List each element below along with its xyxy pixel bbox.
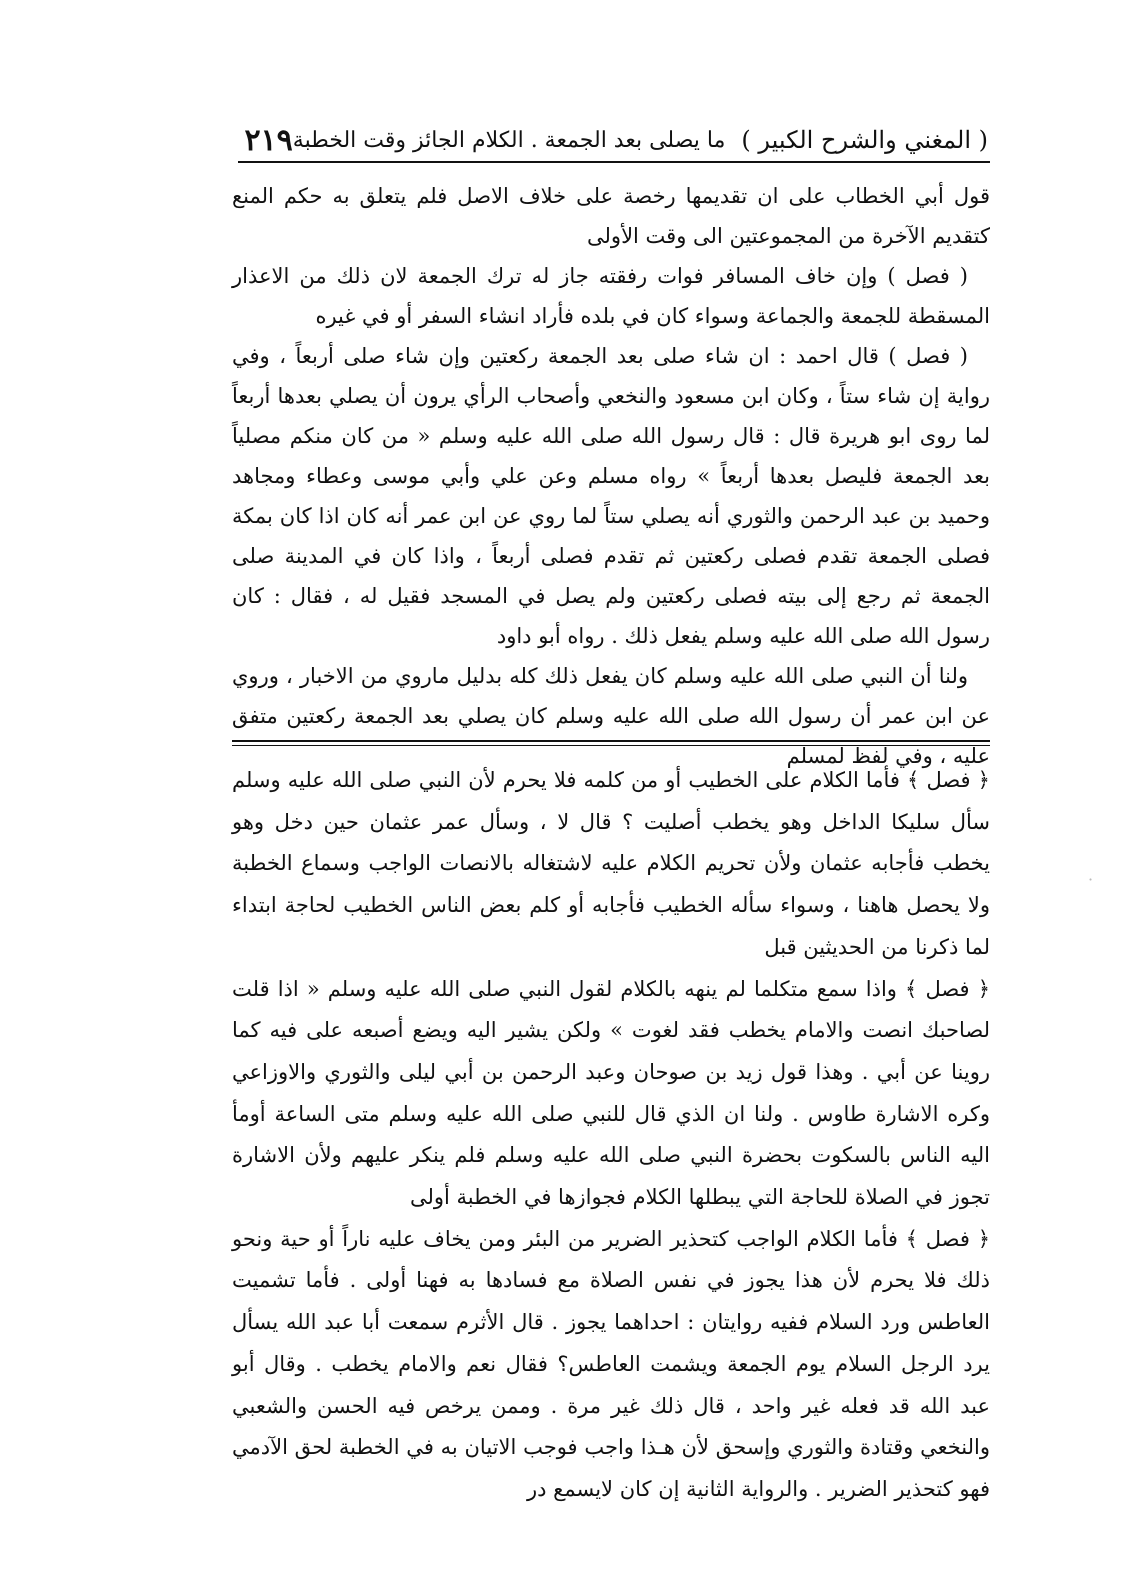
commentary-paragraph: ﴿ فصل ﴾ فأما الكلام على الخطيب أو من كلمه فلا يحرم لأن النبي صلى الله عليه وسلم سأل سليكا الداخل وهو يخطب أصليت ؟ قال لا ، وسأل عمر عثمان حين دخل وهو يخطب فأجابه عثمان ولأن تحريم الكلام عليه لاشتغاله بالانصات الواجب وسماع الخطبة ولا يحصل هاهنا ، وسواء سأله الخطيب فأجابه أو كلم بعض الناس الخطيب لحاجة ابتداء لما ذكرنا من الحديثين قبل bbox=[232, 768, 990, 959]
main-paragraph: ( فصل ) قال احمد : ان شاء صلى بعد الجمعة ركعتين وإن شاء صلى أربعاً ، وفي رواية إن شاء ستاً ، وكان ابن مسعود والنخعي وأصحاب الرأي يرون أن يصلي بعدها أربعاً لما روى ابو هريرة قال : قال رسول الله صلى الله عليه وسلم « من كان منكم مصلياً بعد الجمعة فليصل بعدها أربعاً » رواه مسلم وعن علي وأبي موسى وعطاء ومجاهد وحميد بن عبد الرحمن والثوري أنه يصلي ستاً لما روي عن ابن عمر أنه كان اذا كان بمكة فصلى الجمعة تقدم فصلى ركعتين ثم تقدم فصلى أربعاً ، واذا كان في المدينة صلى الجمعة ثم رجع إلى بيته فصلى ركعتين ولم يصل في المسجد فقيل له ، فقال : كان رسول الله صلى الله عليه وسلم يفعل ذلك . رواه أبو داود bbox=[232, 344, 990, 648]
header-rule bbox=[238, 161, 990, 163]
book-title: ( المغني والشرح الكبير ) bbox=[741, 126, 988, 154]
scan-speck: · bbox=[1088, 870, 1094, 889]
section-separator-rule bbox=[232, 740, 990, 746]
commentary-paragraph: ﴿ فصل ﴾ فأما الكلام الواجب كتحذير الضرير من البئر ومن يخاف عليه ناراً أو حية ونحو ذلك فلا يحرم لأن هذا يجوز في نفس الصلاة مع فسادها به فهنا أولى . فأما تشميت العاطس ورد السلام ففيه روايتان : احداهما يجوز . قال الأثرم سمعت أبا عبد الله يسأل يرد الرجل السلام يوم الجمعة ويشمت العاطس؟ فقال نعم والامام يخطب . وقال أبو عبد الله قد فعله غير واحد ، قال ذلك غير مرة . وممن يرخص فيه الحسن والشعبي والنخعي وقتادة والثوري وإسحق لأن هـذا واجب فوجب الاتيان به في الخطبة لحق الآدمي فهو كتحذير الضرير . والرواية الثانية إن كان لايسمع در bbox=[232, 1226, 990, 1501]
main-paragraph: ( فصل ) وإن خاف المسافر فوات رفقته جاز له ترك الجمعة لان ذلك من الاعذار المسقطة للجمعة والجماعة وسواء كان في بلده فأراد انشاء السفر أو في غيره bbox=[232, 264, 990, 328]
page-number: ٢١٩ bbox=[244, 122, 293, 158]
running-header bbox=[238, 118, 988, 162]
main-text-block bbox=[232, 176, 990, 776]
main-paragraph: ولنا أن النبي صلى الله عليه وسلم كان يفعل ذلك كله بدليل ماروي من الاخبار ، وروي عن ابن عمر أن رسول الله صلى الله عليه وسلم كان يصلي بعد الجمعة ركعتين متفق عليه ، وفي لفظ لمسلم bbox=[232, 664, 990, 768]
commentary-paragraph: ﴿ فصل ﴾ واذا سمع متكلما لم ينهه بالكلام لقول النبي صلى الله عليه وسلم « اذا قلت لصاحبك انصت والامام يخطب فقد لغوت » ولكن يشير اليه ويضع أصبعه على فيه كما روينا عن أبي . وهذا قول زيد بن صوحان وعبد الرحمن بن أبي ليلى والثوري والاوزاعي وكره الاشارة طاوس . ولنا ان الذي قال للنبي صلى الله عليه وسلم متى الساعة أومأ اليه الناس بالسكوت بحضرة النبي صلى الله عليه وسلم فلم ينكر عليهم ولأن الاشارة تجوز في الصلاة للحاجة التي يبطلها الكلام فجوازها في الخطبة أولى bbox=[232, 976, 990, 1210]
main-paragraph: قول أبي الخطاب على ان تقديمها رخصة على خلاف الاصل فلم يتعلق به حكم المنع كتقديم الآخرة من المجموعتين الى وقت الأولى bbox=[232, 184, 990, 248]
section-title: ما يصلى بعد الجمعة . الكلام الجائز وقت الخطبة bbox=[292, 127, 726, 153]
commentary-text-block bbox=[232, 760, 990, 1511]
